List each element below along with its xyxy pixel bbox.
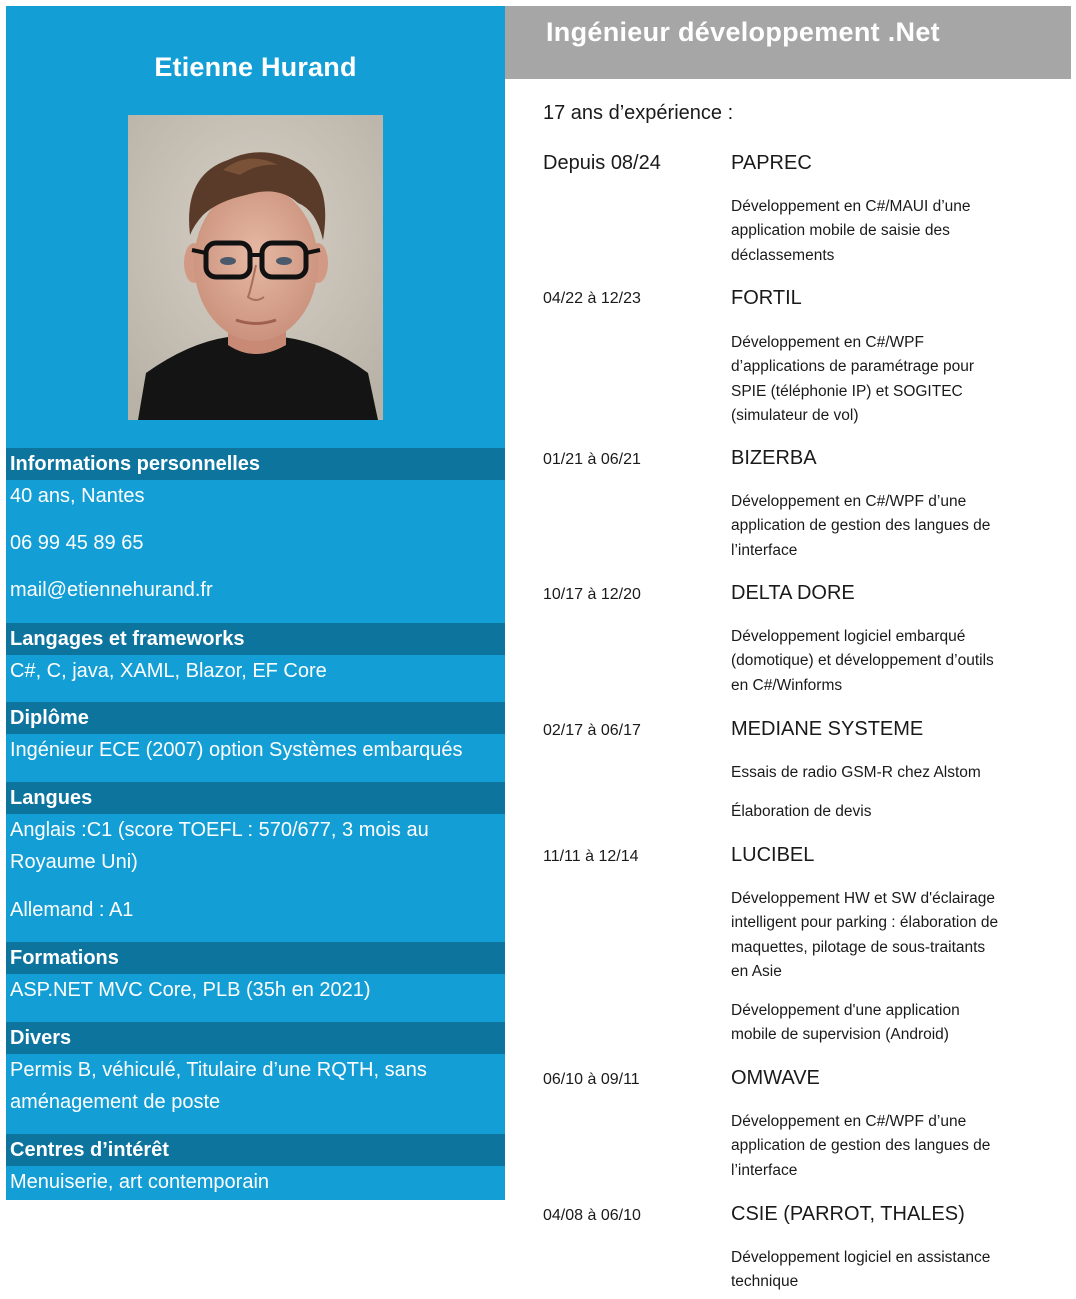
- section-head-interets: Centres d’intérêt: [6, 1134, 505, 1166]
- exp-company: DELTA DORE: [731, 582, 855, 604]
- section-head-informations: Informations personnelles: [6, 448, 505, 480]
- langues-line-german: Allemand : A1: [10, 899, 134, 921]
- exp-company: CSIE (PARROT, THALES): [731, 1203, 965, 1225]
- exp-date: 10/17 à 12/20: [543, 586, 641, 603]
- langues-line-english: Anglais :C1 (score TOEFL : 570/677, 3 mois au: [10, 819, 429, 841]
- divers-line-1: Permis B, véhiculé, Titulaire d’une RQTH, sans: [10, 1059, 427, 1081]
- exp-date: 11/11 à 12/14: [543, 848, 639, 865]
- exp-date: 04/22 à 12/23: [543, 290, 641, 307]
- exp-description: Développement en C#/WPF d’une application de gestion des langues de l’interface: [731, 493, 991, 559]
- interets-line: Menuiserie, art contemporain: [10, 1171, 270, 1193]
- sidebar: [6, 6, 505, 1200]
- section-head-langues: Langues: [6, 782, 505, 814]
- section-head-langages: Langages et frameworks: [6, 623, 505, 655]
- exp-date: 06/10 à 09/11: [543, 1071, 640, 1088]
- section-head-diplome: Diplôme: [6, 702, 505, 734]
- divers-line-2: aménagement de poste: [10, 1091, 221, 1113]
- exp-description: Essais de radio GSM-R chez Alstom: [731, 764, 981, 781]
- exp-date: Depuis 08/24: [543, 152, 661, 174]
- exp-description: Élaboration de devis: [731, 803, 872, 820]
- exp-description: Développement logiciel en assistance technique: [731, 1249, 991, 1291]
- title-bar: [505, 6, 1071, 79]
- formations-line: ASP.NET MVC Core, PLB (35h en 2021): [10, 979, 371, 1001]
- exp-company: MEDIANE SYSTEME: [731, 718, 924, 740]
- exp-company: LUCIBEL: [731, 844, 815, 866]
- diplome-line: Ingénieur ECE (2007) option Systèmes embarqués: [10, 739, 463, 761]
- section-head-formations: Formations: [6, 942, 505, 974]
- exp-date: 04/08 à 06/10: [543, 1207, 641, 1224]
- profile-photo: [128, 115, 383, 420]
- person-name: Etienne Hurand: [154, 52, 357, 82]
- exp-description: Développement en C#/WPF d’une application de gestion des langues de l’interface: [731, 1113, 991, 1179]
- exp-company: OMWAVE: [731, 1067, 820, 1089]
- exp-date: 02/17 à 06/17: [543, 722, 641, 739]
- langues-line-english-cont: Royaume Uni): [10, 851, 138, 873]
- job-title: Ingénieur développement .Net: [546, 17, 940, 47]
- experience-heading: 17 ans d’expérience :: [543, 102, 734, 124]
- exp-description: Développement d'une application mobile de supervision (Android): [731, 1002, 960, 1044]
- info-phone: 06 99 45 89 65: [10, 532, 144, 554]
- info-email: mail@etiennehurand.fr: [10, 579, 213, 601]
- info-age-city: 40 ans, Nantes: [10, 485, 145, 507]
- exp-description: Développement HW et SW d'éclairage intelligent pour parking : élaboration de maquettes, pilotage de sous-traitants en Asie: [731, 890, 999, 980]
- exp-description: Développement logiciel embarqué (domotique) et développement d’outils en C#/Winforms: [731, 628, 994, 694]
- exp-description: Développement en C#/WPF d’applications de paramétrage pour SPIE (téléphonie IP) et SOGITEC (simulateur de vol): [731, 334, 974, 424]
- exp-date: 01/21 à 06/21: [543, 451, 641, 468]
- exp-company: FORTIL: [731, 287, 802, 309]
- langages-line: C#, C, java, XAML, Blazor, EF Core: [10, 660, 327, 682]
- section-head-divers: Divers: [6, 1022, 505, 1054]
- exp-company: BIZERBA: [731, 447, 817, 469]
- exp-company: PAPREC: [731, 152, 812, 174]
- exp-description: Développement en C#/MAUI d’une application mobile de saisie des déclassements: [731, 198, 971, 264]
